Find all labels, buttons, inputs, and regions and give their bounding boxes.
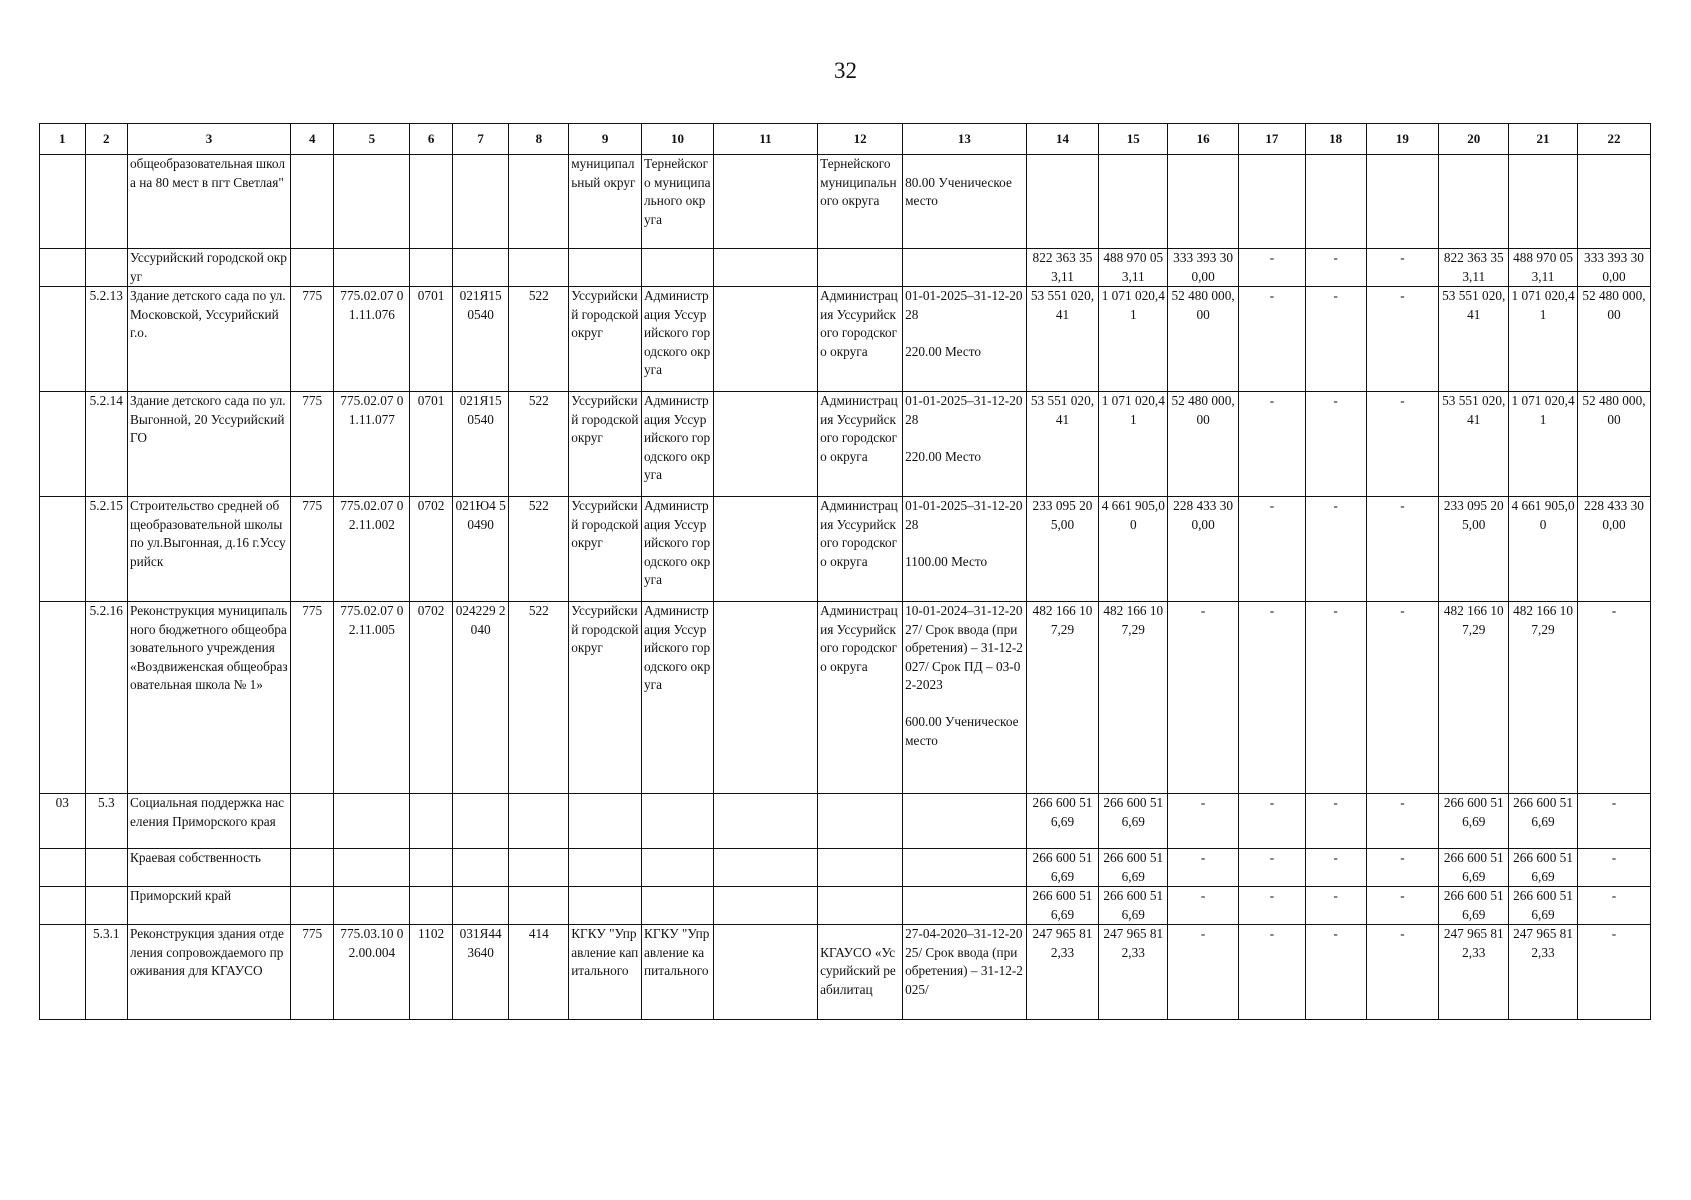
table-cell-col-10 — [642, 249, 714, 287]
table-cell-col-6 — [410, 887, 453, 925]
table-cell-col-11 — [713, 392, 817, 497]
table-cell-col-20: 247 965 812,33 — [1439, 925, 1509, 1020]
page-number: 32 — [834, 58, 857, 83]
table-cell-col-17: - — [1239, 887, 1306, 925]
table-cell-col-20: 266 600 516,69 — [1439, 887, 1509, 925]
table-cell-col-4: 775 — [290, 925, 334, 1020]
table-cell-col-15: 266 600 516,69 — [1099, 849, 1168, 887]
table-cell-col-18: - — [1305, 925, 1366, 1020]
table-cell-col-11 — [713, 925, 817, 1020]
table-cell-col-15: 247 965 812,33 — [1099, 925, 1168, 1020]
table-cell-col-15: 4 661 905,00 — [1099, 497, 1168, 602]
table-cell-col-8 — [509, 887, 569, 925]
table-cell-col-6: 0702 — [410, 497, 453, 602]
table-row — [40, 849, 1651, 887]
column-header-5: 5 — [334, 124, 410, 155]
table-row — [40, 794, 1651, 849]
table-cell-col-19: - — [1366, 849, 1439, 887]
table-cell-col-3: Строительство средней общеобразовательной школы по ул.Выгонная, д.16 г.Уссурийск — [128, 497, 291, 602]
table-cell-col-4 — [290, 794, 334, 849]
table-cell-col-5: 775.02.07 01.11.076 — [334, 287, 410, 392]
table-cell-col-16: 52 480 000,00 — [1168, 287, 1239, 392]
table-cell-col-16: - — [1168, 925, 1239, 1020]
table-cell-col-18: - — [1305, 887, 1366, 925]
table-row — [40, 925, 1651, 1020]
table-cell-col-14: 233 095 205,00 — [1026, 497, 1099, 602]
table-cell-col-18: - — [1305, 392, 1366, 497]
table-cell-col-16: 228 433 300,00 — [1168, 497, 1239, 602]
table-cell-col-20: 53 551 020,41 — [1439, 392, 1509, 497]
table-cell-col-2: 5.2.15 — [85, 497, 128, 602]
table-cell-col-4: 775 — [290, 602, 334, 794]
table-cell-col-2 — [85, 249, 128, 287]
table-cell-col-20: 266 600 516,69 — [1439, 794, 1509, 849]
table-row — [40, 392, 1651, 497]
table-cell-col-1 — [40, 497, 86, 602]
table-cell-col-18: - — [1305, 849, 1366, 887]
column-header-11: 11 — [713, 124, 817, 155]
table-cell-col-9: КГКУ "Управление капитального — [569, 925, 642, 1020]
table-cell-col-19: - — [1366, 392, 1439, 497]
table-cell-col-13: 01-01-2025–31-12-2028 1100.00 Место — [903, 497, 1026, 602]
table-cell-col-7: 021Я15 0540 — [452, 392, 509, 497]
table-cell-col-9: Уссурийский городской округ — [569, 287, 642, 392]
table-cell-col-10: Администрация Уссурийского городского округа — [642, 497, 714, 602]
table-cell-col-2 — [85, 155, 128, 249]
table-cell-col-15: 1 071 020,41 — [1099, 287, 1168, 392]
table-cell-col-16 — [1168, 155, 1239, 249]
table-cell-col-8 — [509, 794, 569, 849]
table-cell-col-7 — [452, 155, 509, 249]
column-header-12: 12 — [818, 124, 903, 155]
table-cell-col-3: Реконструкция здания отделения сопровождаемого проживания для КГАУСО — [128, 925, 291, 1020]
table-cell-col-3: Приморский край — [128, 887, 291, 925]
table-cell-col-3: Уссурийский городской округ — [128, 249, 291, 287]
table-cell-col-22: - — [1577, 849, 1650, 887]
table-cell-col-16: - — [1168, 887, 1239, 925]
table-cell-col-19: - — [1366, 497, 1439, 602]
table-cell-col-17: - — [1239, 925, 1306, 1020]
table-cell-col-14: 266 600 516,69 — [1026, 887, 1099, 925]
table-cell-col-8: 522 — [509, 392, 569, 497]
table-cell-col-6: 0701 — [410, 287, 453, 392]
table-cell-col-9 — [569, 887, 642, 925]
table-cell-col-11 — [713, 155, 817, 249]
table-cell-col-5 — [334, 887, 410, 925]
table-cell-col-18: - — [1305, 602, 1366, 794]
column-header-15: 15 — [1099, 124, 1168, 155]
table-cell-col-16: 333 393 300,00 — [1168, 249, 1239, 287]
table-cell-col-11 — [713, 287, 817, 392]
table-cell-col-22: - — [1577, 794, 1650, 849]
table-cell-col-14: 482 166 107,29 — [1026, 602, 1099, 794]
table-cell-col-16: - — [1168, 849, 1239, 887]
column-header-1: 1 — [40, 124, 86, 155]
table-cell-col-4 — [290, 155, 334, 249]
table-cell-col-14: 822 363 353,11 — [1026, 249, 1099, 287]
table-cell-col-19: - — [1366, 887, 1439, 925]
table-cell-col-1 — [40, 887, 86, 925]
table-cell-col-16: 52 480 000,00 — [1168, 392, 1239, 497]
table-cell-col-8 — [509, 849, 569, 887]
table-cell-col-13 — [903, 849, 1026, 887]
table-cell-col-21: 1 071 020,41 — [1509, 392, 1578, 497]
table-cell-col-21: 482 166 107,29 — [1509, 602, 1578, 794]
table-cell-col-7: 031Я44 3640 — [452, 925, 509, 1020]
table-cell-col-6 — [410, 249, 453, 287]
table-cell-col-18: - — [1305, 497, 1366, 602]
table-cell-col-12: КГАУСО «Уссурийский реабилитац — [818, 925, 903, 1020]
table-cell-col-6: 1102 — [410, 925, 453, 1020]
column-header-21: 21 — [1509, 124, 1578, 155]
table-cell-col-19: - — [1366, 794, 1439, 849]
table-cell-col-1 — [40, 249, 86, 287]
table-cell-col-10: Администрация Уссурийского городского округа — [642, 602, 714, 794]
column-header-18: 18 — [1305, 124, 1366, 155]
table-cell-col-17 — [1239, 155, 1306, 249]
table-cell-col-7 — [452, 887, 509, 925]
table-cell-col-16: - — [1168, 602, 1239, 794]
table-cell-col-5 — [334, 849, 410, 887]
table-cell-col-10 — [642, 794, 714, 849]
table-cell-col-18 — [1305, 155, 1366, 249]
table-cell-col-14: 53 551 020,41 — [1026, 392, 1099, 497]
column-header-4: 4 — [290, 124, 334, 155]
table-cell-col-13: 01-01-2025–31-12-2028 220.00 Место — [903, 392, 1026, 497]
table-cell-col-13: 10-01-2024–31-12-2027/ Срок ввода (приобретения) – 31-12-2027/ Срок ПД – 03-02-2023 600.00 Ученическое место — [903, 602, 1026, 794]
table-cell-col-21: 4 661 905,00 — [1509, 497, 1578, 602]
table-cell-col-8 — [509, 155, 569, 249]
table-cell-col-8: 522 — [509, 287, 569, 392]
table-cell-col-1 — [40, 287, 86, 392]
table-cell-col-9 — [569, 249, 642, 287]
table-row — [40, 887, 1651, 925]
table-cell-col-14: 53 551 020,41 — [1026, 287, 1099, 392]
table-cell-col-7 — [452, 249, 509, 287]
table-cell-col-12 — [818, 849, 903, 887]
table-cell-col-5: 775.02.07 02.11.002 — [334, 497, 410, 602]
table-cell-col-12 — [818, 794, 903, 849]
table-cell-col-2: 5.2.13 — [85, 287, 128, 392]
table-cell-col-17: - — [1239, 602, 1306, 794]
column-header-6: 6 — [410, 124, 453, 155]
table-cell-col-13 — [903, 249, 1026, 287]
table-cell-col-21: 488 970 053,11 — [1509, 249, 1578, 287]
table-cell-col-19: - — [1366, 602, 1439, 794]
column-header-16: 16 — [1168, 124, 1239, 155]
table-cell-col-7: 021Я15 0540 — [452, 287, 509, 392]
column-header-19: 19 — [1366, 124, 1439, 155]
table-cell-col-12: Администрация Уссурийского городского округа — [818, 497, 903, 602]
table-row — [40, 602, 1651, 794]
table-cell-col-10: Тернейского муниципального округа — [642, 155, 714, 249]
column-header-20: 20 — [1439, 124, 1509, 155]
table-cell-col-21 — [1509, 155, 1578, 249]
table-cell-col-19: - — [1366, 925, 1439, 1020]
table-cell-col-2 — [85, 849, 128, 887]
table-cell-col-17: - — [1239, 287, 1306, 392]
column-header-14: 14 — [1026, 124, 1099, 155]
table-cell-col-21: 266 600 516,69 — [1509, 849, 1578, 887]
table-cell-col-9 — [569, 849, 642, 887]
table-cell-col-1 — [40, 849, 86, 887]
table-cell-col-11 — [713, 887, 817, 925]
table-cell-col-5: 775.02.07 01.11.077 — [334, 392, 410, 497]
table-cell-col-10: Администрация Уссурийского городского округа — [642, 287, 714, 392]
table-cell-col-15: 482 166 107,29 — [1099, 602, 1168, 794]
column-header-9: 9 — [569, 124, 642, 155]
table-cell-col-3: Краевая собственность — [128, 849, 291, 887]
table-cell-col-10: КГКУ "Управление капитального — [642, 925, 714, 1020]
table-cell-col-1 — [40, 602, 86, 794]
table-cell-col-11 — [713, 497, 817, 602]
table-cell-col-6 — [410, 155, 453, 249]
table-cell-col-17: - — [1239, 249, 1306, 287]
table-cell-col-19 — [1366, 155, 1439, 249]
table-cell-col-2 — [85, 887, 128, 925]
table-cell-col-8: 414 — [509, 925, 569, 1020]
table-cell-col-12 — [818, 887, 903, 925]
table-cell-col-21: 266 600 516,69 — [1509, 887, 1578, 925]
table-cell-col-19: - — [1366, 287, 1439, 392]
table-cell-col-3: Социальная поддержка населения Приморского края — [128, 794, 291, 849]
table-cell-col-22: 228 433 300,00 — [1577, 497, 1650, 602]
table-cell-col-16: - — [1168, 794, 1239, 849]
budget-table — [39, 123, 1651, 1020]
table-cell-col-20: 53 551 020,41 — [1439, 287, 1509, 392]
table-cell-col-4 — [290, 849, 334, 887]
table-cell-col-12: Тернейского муниципального округа — [818, 155, 903, 249]
table-cell-col-6 — [410, 849, 453, 887]
table-cell-col-14: 247 965 812,33 — [1026, 925, 1099, 1020]
table-cell-col-15: 1 071 020,41 — [1099, 392, 1168, 497]
table-cell-col-13 — [903, 794, 1026, 849]
table-cell-col-22: - — [1577, 887, 1650, 925]
table-cell-col-2: 5.3 — [85, 794, 128, 849]
table-cell-col-5 — [334, 249, 410, 287]
table-cell-col-6: 0701 — [410, 392, 453, 497]
table-cell-col-8: 522 — [509, 497, 569, 602]
table-cell-col-2: 5.2.14 — [85, 392, 128, 497]
table-cell-col-4: 775 — [290, 287, 334, 392]
table-cell-col-14 — [1026, 155, 1099, 249]
table-cell-col-9: Уссурийский городской округ — [569, 602, 642, 794]
table-cell-col-4 — [290, 249, 334, 287]
table-cell-col-15 — [1099, 155, 1168, 249]
table-cell-col-12: Администрация Уссурийского городского округа — [818, 392, 903, 497]
table-cell-col-15: 266 600 516,69 — [1099, 794, 1168, 849]
column-header-2: 2 — [85, 124, 128, 155]
table-cell-col-4 — [290, 887, 334, 925]
column-header-8: 8 — [509, 124, 569, 155]
table-row — [40, 249, 1651, 287]
table-cell-col-6: 0702 — [410, 602, 453, 794]
table-cell-col-8 — [509, 249, 569, 287]
table-cell-col-14: 266 600 516,69 — [1026, 794, 1099, 849]
table-cell-col-9: муниципальный округ — [569, 155, 642, 249]
column-header-10: 10 — [642, 124, 714, 155]
table-cell-col-17: - — [1239, 794, 1306, 849]
header-row — [40, 124, 1651, 155]
table-cell-col-11 — [713, 794, 817, 849]
table-cell-col-22: - — [1577, 925, 1650, 1020]
table-cell-col-22: - — [1577, 602, 1650, 794]
table-cell-col-22: 333 393 300,00 — [1577, 249, 1650, 287]
table-row — [40, 497, 1651, 602]
table-cell-col-8: 522 — [509, 602, 569, 794]
table-cell-col-21: 247 965 812,33 — [1509, 925, 1578, 1020]
table-cell-col-7: 021Ю4 50490 — [452, 497, 509, 602]
table-cell-col-5 — [334, 794, 410, 849]
table-cell-col-5: 775.02.07 02.11.005 — [334, 602, 410, 794]
column-header-22: 22 — [1577, 124, 1650, 155]
table-cell-col-4: 775 — [290, 497, 334, 602]
table-cell-col-7 — [452, 849, 509, 887]
table-cell-col-4: 775 — [290, 392, 334, 497]
table-cell-col-9 — [569, 794, 642, 849]
table-cell-col-21: 1 071 020,41 — [1509, 287, 1578, 392]
table-cell-col-3: Здание детского сада по ул.Московской, Уссурийский г.о. — [128, 287, 291, 392]
table-cell-col-18: - — [1305, 287, 1366, 392]
table-cell-col-1 — [40, 155, 86, 249]
column-header-7: 7 — [452, 124, 509, 155]
table-cell-col-17: - — [1239, 849, 1306, 887]
table-cell-col-12 — [818, 249, 903, 287]
table-cell-col-22: 52 480 000,00 — [1577, 392, 1650, 497]
table-cell-col-17: - — [1239, 497, 1306, 602]
table-cell-col-21: 266 600 516,69 — [1509, 794, 1578, 849]
column-header-3: 3 — [128, 124, 291, 155]
table-cell-col-11 — [713, 602, 817, 794]
table-cell-col-9: Уссурийский городской округ — [569, 392, 642, 497]
table-cell-col-22 — [1577, 155, 1650, 249]
table-cell-col-20: 482 166 107,29 — [1439, 602, 1509, 794]
table-cell-col-5 — [334, 155, 410, 249]
table-cell-col-10 — [642, 849, 714, 887]
table-cell-col-11 — [713, 849, 817, 887]
table-cell-col-13: 01-01-2025–31-12-2028 220.00 Место — [903, 287, 1026, 392]
table-cell-col-1: 03 — [40, 794, 86, 849]
column-header-17: 17 — [1239, 124, 1306, 155]
table-cell-col-7 — [452, 794, 509, 849]
table-cell-col-12: Администрация Уссурийского городского округа — [818, 602, 903, 794]
table-cell-col-3: общеобразовательная школа на 80 мест в пгт Светлая" — [128, 155, 291, 249]
table-cell-col-20: 233 095 205,00 — [1439, 497, 1509, 602]
table-cell-col-20: 822 363 353,11 — [1439, 249, 1509, 287]
table-cell-col-10 — [642, 887, 714, 925]
table-cell-col-11 — [713, 249, 817, 287]
table-cell-col-2: 5.2.16 — [85, 602, 128, 794]
table-cell-col-1 — [40, 392, 86, 497]
table-cell-col-10: Администрация Уссурийского городского округа — [642, 392, 714, 497]
column-header-13: 13 — [903, 124, 1026, 155]
table-cell-col-13: 80.00 Ученическое место — [903, 155, 1026, 249]
table-cell-col-3: Здание детского сада по ул.Выгонной, 20 Уссурийский ГО — [128, 392, 291, 497]
table-cell-col-19: - — [1366, 249, 1439, 287]
table-cell-col-6 — [410, 794, 453, 849]
table-cell-col-15: 266 600 516,69 — [1099, 887, 1168, 925]
table-cell-col-14: 266 600 516,69 — [1026, 849, 1099, 887]
table-cell-col-9: Уссурийский городской округ — [569, 497, 642, 602]
table-row — [40, 287, 1651, 392]
table-cell-col-1 — [40, 925, 86, 1020]
table-cell-col-2: 5.3.1 — [85, 925, 128, 1020]
table-cell-col-18: - — [1305, 794, 1366, 849]
table-cell-col-18: - — [1305, 249, 1366, 287]
table-body — [40, 155, 1651, 1020]
table-cell-col-3: Реконструкция муниципального бюджетного общеобразовательного учреждения «Воздвиженская общеобразовательная школа № 1» — [128, 602, 291, 794]
table-cell-col-13 — [903, 887, 1026, 925]
table-cell-col-17: - — [1239, 392, 1306, 497]
table-cell-col-12: Администрация Уссурийского городского округа — [818, 287, 903, 392]
table-row — [40, 155, 1651, 249]
table-cell-col-7: 024229 2040 — [452, 602, 509, 794]
table-cell-col-15: 488 970 053,11 — [1099, 249, 1168, 287]
table-cell-col-13: 27-04-2020–31-12-2025/ Срок ввода (приобретения) – 31-12-2025/ — [903, 925, 1026, 1020]
table-cell-col-20 — [1439, 155, 1509, 249]
table-cell-col-5: 775.03.10 02.00.004 — [334, 925, 410, 1020]
table-cell-col-22: 52 480 000,00 — [1577, 287, 1650, 392]
table-cell-col-20: 266 600 516,69 — [1439, 849, 1509, 887]
